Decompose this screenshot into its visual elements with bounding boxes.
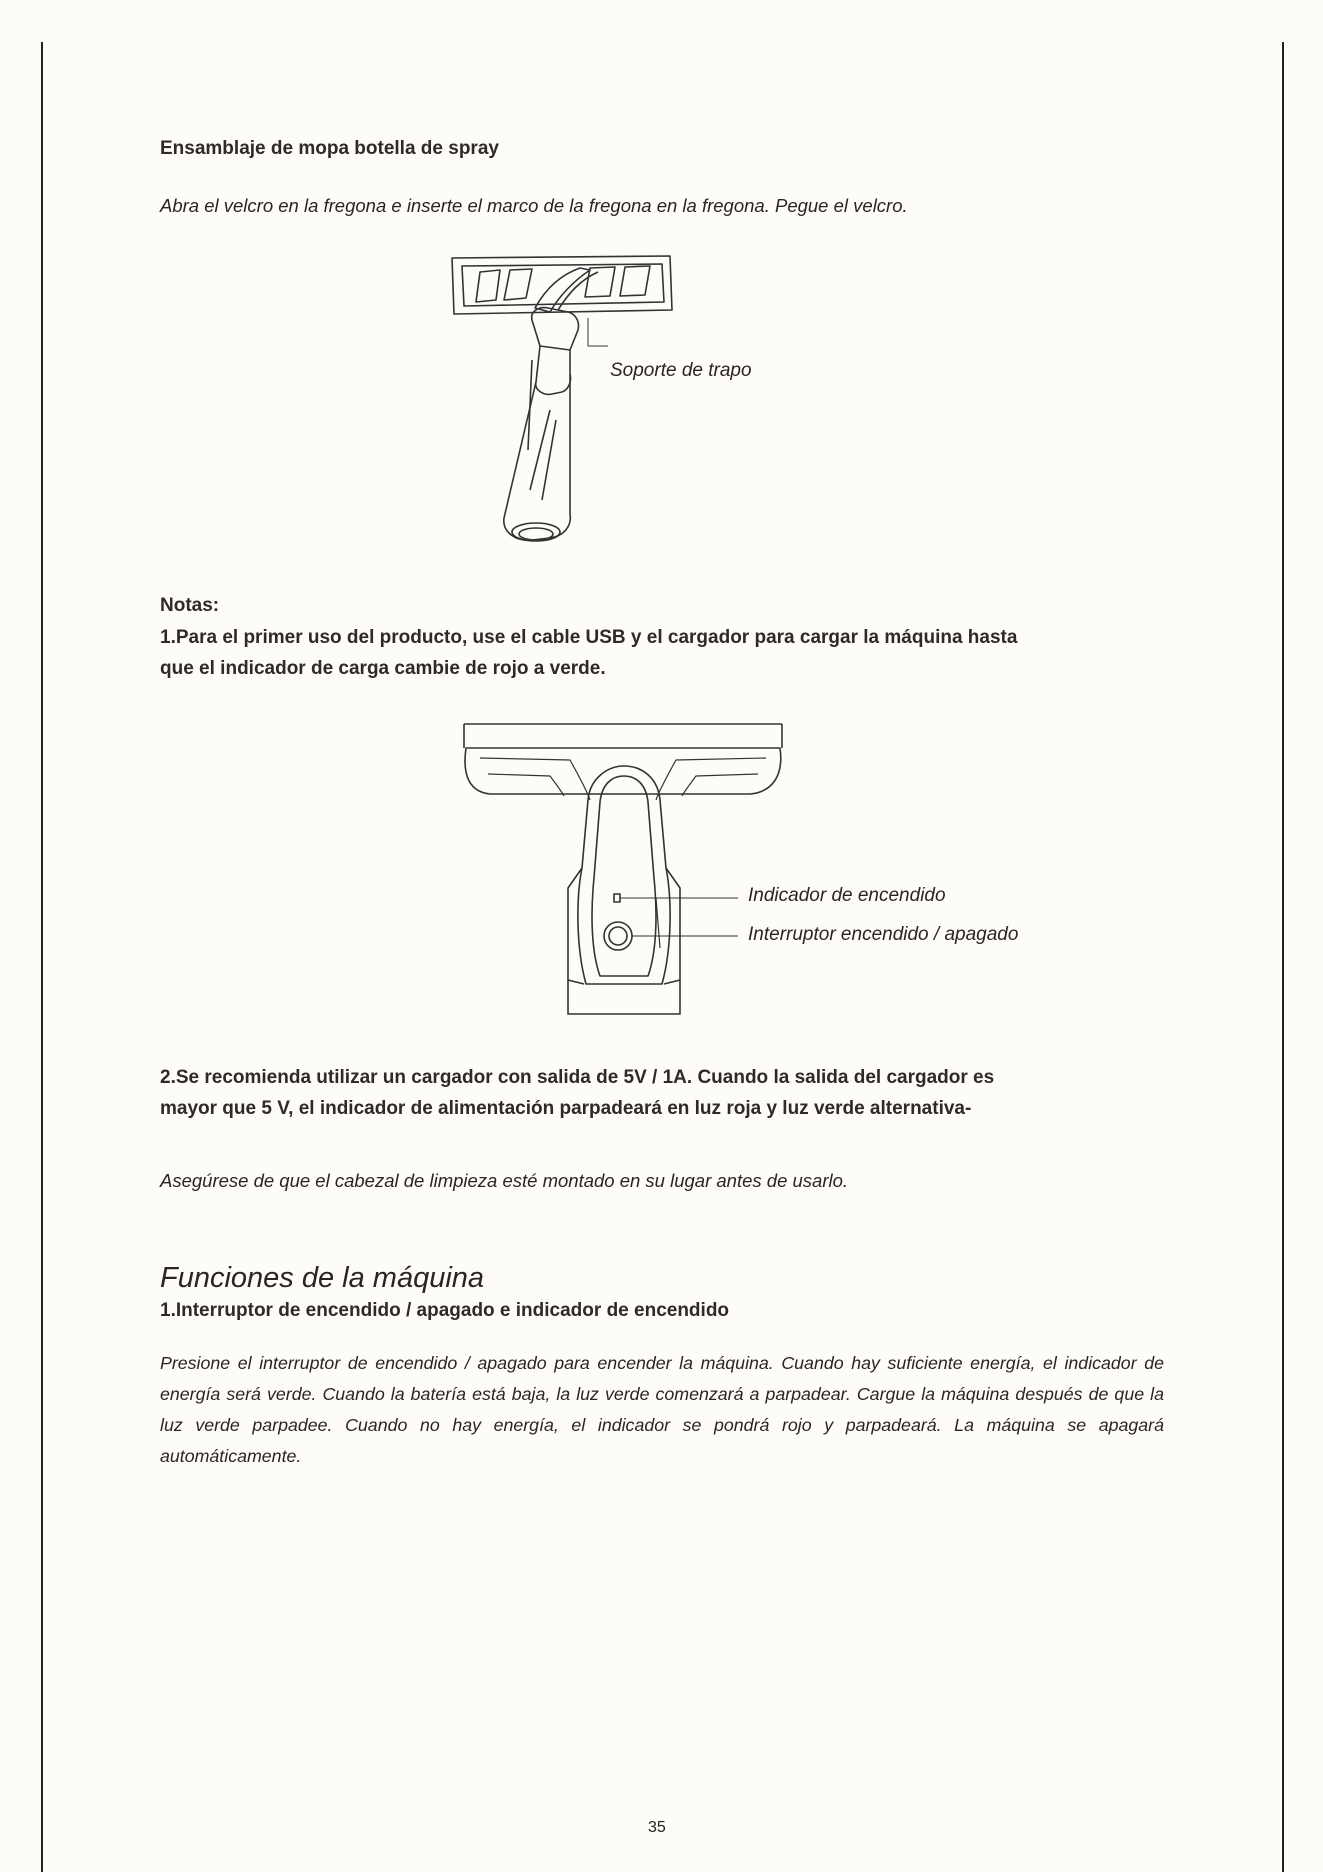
- window-vac-illustration: [460, 718, 900, 1038]
- mounting-note: Asegúrese de que el cabezal de limpieza esté montado en su lugar antes de usarlo.: [160, 1170, 849, 1191]
- left-margin-rule: [41, 42, 43, 1872]
- note-2-line-1: 2.Se recomienda utilizar un cargador con salida de 5V / 1A. Cuando la salida del cargador es: [160, 1067, 995, 1088]
- note-2-line-2: mayor que 5 V, el indicador de alimentación parpadeará en luz roja y luz verde alternativa-: [160, 1098, 972, 1119]
- note-1-line-2: que el indicador de carga cambie de rojo a verde.: [160, 658, 606, 679]
- label-power-indicator: Indicador de encendido: [748, 885, 946, 906]
- functions-paragraph: Presione el interruptor de encendido / apagado para encender la máquina. Cuando hay suficiente energía, el indicador de energía será verde. Cuando la batería está baja, la luz verde comenzará a parpadear. Cargue la máquina después de que la luz verde parpadee. Cuando no hay energía, el indicador se pondrá rojo y parpadeará. La máquina se apagará automáticamente.: [160, 1353, 1164, 1466]
- label-cloth-holder: Soporte de trapo: [610, 360, 752, 381]
- note-1-line-1: 1.Para el primer uso del producto, use el cable USB y el cargador para cargar la máquina hasta: [160, 627, 1018, 648]
- functions-heading: Funciones de la máquina: [160, 1262, 485, 1294]
- label-power-switch: Interruptor encendido / apagado: [748, 924, 1019, 945]
- notes-heading: Notas:: [160, 595, 220, 616]
- section-heading-assembly: Ensamblaje de mopa botella de spray: [160, 138, 499, 159]
- functions-subheading: 1.Interruptor de encendido / apagado e indicador de encendido: [160, 1300, 730, 1321]
- right-margin-rule: [1282, 42, 1284, 1872]
- assembly-instruction: Abra el velcro en la fregona e inserte el marco de la fregona en la fregona. Pegue el velcro.: [160, 195, 908, 216]
- spray-mop-illustration: [440, 250, 740, 560]
- page-number: 35: [648, 1819, 666, 1836]
